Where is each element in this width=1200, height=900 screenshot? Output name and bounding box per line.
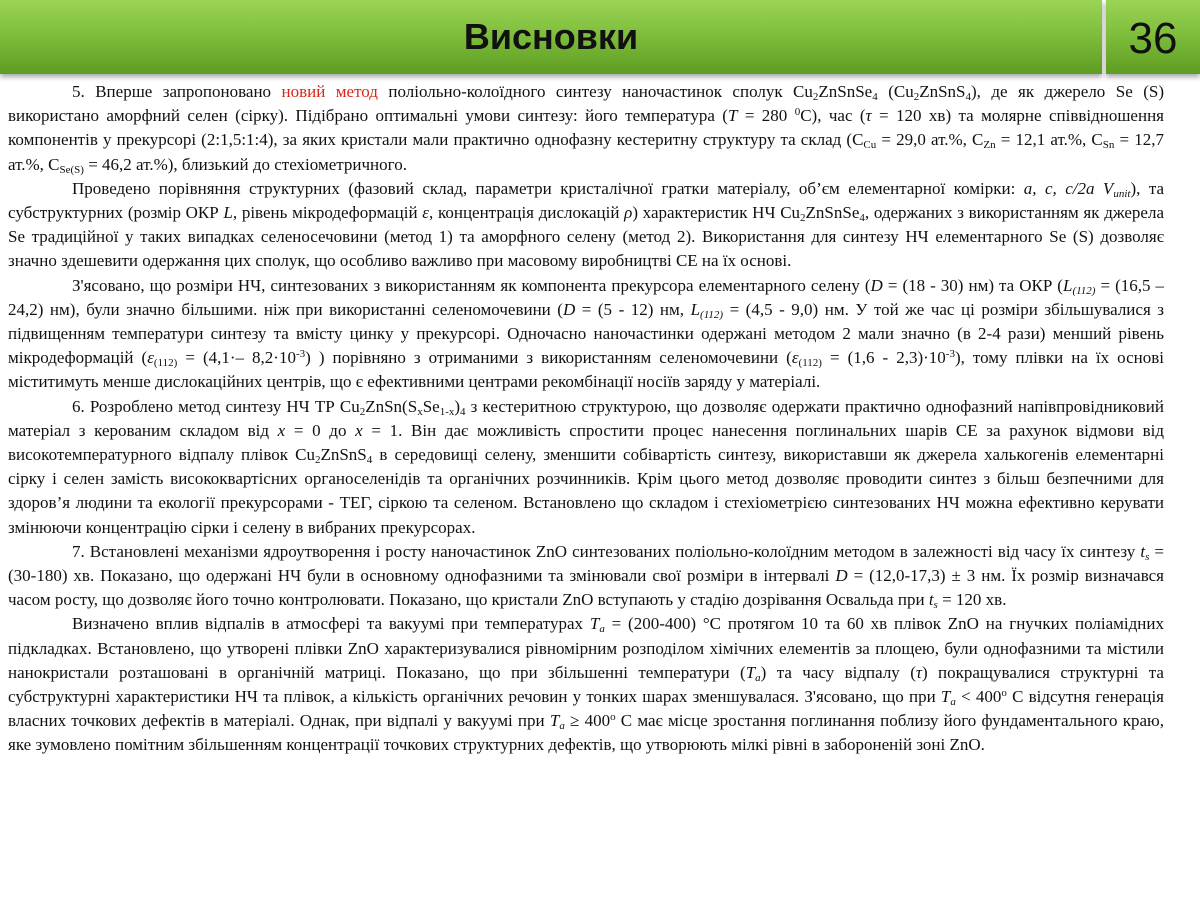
paragraph-7-zno: 7. Встановлені механізми ядроутворення і росту наночастинок ZnO синтезованих поліольно-колоїдним методом в залежності від часу їх синтезу $t_s = (30-180)$ хв. Показано, що одержані НЧ були в основному однофазними та змінювали свої розміри в інтервалі D = (12,0-17,3) ± 3 нм. Їх розмір визначався часом росту, що дозволяє його точно контролювати. Показано, що кристали ZnO вступають у стадію дозрівання Освальда при $t_s = 120$ хв. — [8, 541, 1164, 612]
paragraph-sizes: З'ясовано, що розміри НЧ, синтезованих з використанням як компонента прекурсора елементарного селену (D = (18 - 30) нм) та ОКР ($L_{(112)} = (16,5 - 24,2)$ нм), були значно більшими. ніж при використанні селеномочевини (D = (5 - 12) нм, $L_{(112)} = (4,5 - 9,0)$ нм. У той же час ці розміри збільшувалися з підвищенням температури синтезу та вмісту цинку у прекурсорі. Одночасно наночастинки одержані методом 2 мали значно (в 2-4 рази) менший рівень мікродеформацій ($\varepsilon_{(112)} = (4,1\cdot-$ $8,2\cdot 10^{-3}$) ) порівняно з отриманими з використанням селеномочевини $(\varepsilon_{(112)} = (1,6 - 2,3)\cdot 10^{-3})$, тому плівки на їх основі міститимуть менше дислокаційних центрів, що є ефективними центрами рекомбінації носіїв заряду у матеріалі. — [8, 275, 1164, 392]
paragraph-comparison: Проведено порівняння структурних (фазовий склад, параметри кристалічної гратки матеріалу, об’єм елементарної комірки: a, c, c/2a $V_{unit}$), та субструктурних (розмір ОКР L, рівень мікродеформацій ε, концентрація дислокацій ρ) характеристик НЧ $Cu_2ZnSnSe_4$, одержаних з використанням як джерела Se традиційної у таких випадках селеносечовини (метод 1) та аморфного селену (метод 2). Використання для синтезу НЧ елементарного Se (S) дозволяє значно здешевити одержання цих сполук, що особливо важливо при масовому виробництві СЕ на їх основі. — [8, 178, 1164, 271]
paragraph-6-solid-solutions: 6. Розроблено метод синтезу НЧ ТР $Cu_2ZnSn(S_xSe_{1-x})_4$ з кестеритною структурою, що дозволяє одержати практично однофазний напівпровідниковий матеріал з керованим складом від x = 0 до x = 1. Він дає можливість спростити процес нанесення поглинальних шарів СЕ за рахунок відмови від високотемпературного відпалу плівок $Cu_2ZnSnS_4$ в середовищі селену, зменшити собівартість синтезу, використавши як джерела халькогенів елементарні сірку і селен замість висококвартісних органоселенідів та органічних розчинників. Крім цього метод дозволяє проводити синтез з більш безпечними для здоров’я людини та екології прекурсорами - ТЕГ, сіркою та селеном. Встановлено що складом і стехіометрією синтезованих НЧ можна ефективно керувати змінюючи концентрацію сірки і селену в вибраних прекурсорах. — [8, 396, 1164, 537]
slide-title: Висновки — [463, 16, 639, 57]
paragraph-annealing: Визначено вплив відпалів в атмосфері та вакуумі при температурах $T_a = (200-400)$ °С протягом 10 та 60 хв плівок ZnO на гнучких поліамідних підкладках. Встановлено, що утворені плівки ZnO характеризувалися рівномірним розподілом хімічних елементів за площею, були однофазними та містили нанокристали розташовані в органічній матриці. Показано, що при збільшенні температури $(T_a)$ та часу відпалу (τ) покращувалися структурні та субструктурні характеристики НЧ та плівок, а кількість органічних речовин у тонких шарах зменшувалася. З'ясовано, що при $T_a < 400^o$ С відсутня генерація власних точкових дефектів в матеріалі. Однак, при відпалі у вакуумі при $T_a \ge 400^o$ С має місце зростання поглинання поблизу його фундаментального краю, яке зумовлено помітним збільшенням концентрації точкових структурних дефектів, що утворюють мілкі рівні в забороненій зоні ZnO. — [8, 614, 1164, 755]
conclusions-body — [8, 80, 1164, 758]
highlight-new-method: новий метод — [281, 82, 378, 101]
page-number-box — [1106, 0, 1200, 74]
page-number: 36 — [1128, 14, 1178, 63]
title-bar — [0, 0, 1102, 74]
paragraph-5-method: 5. Вперше запропоновано новий метод поліольно-колоїдного синтезу наночастинок сполук $Cu_2ZnSnSe_4$ $(Cu_2ZnSnS_4)$, де як джерело Se (S) використано аморфний селен (сірку). Підібрано оптимальні умови синтезу: його температура (T = 280 $^0$С), час (τ = 120 хв) та молярне співвідношення компонентів у прекурсорі (2:1,5:1:4), за яких кристали мали практично однофазну кестеритну структуру та склад ($C_{Cu} = 29,0$ ат.%, $C_{Zn} = 12,1$ ат.%, $C_{Sn} = 12,7$ ат.%, $C_{Se(S)} = 46,2$ ат.%), близький до стехіометричного. — [8, 82, 1165, 176]
